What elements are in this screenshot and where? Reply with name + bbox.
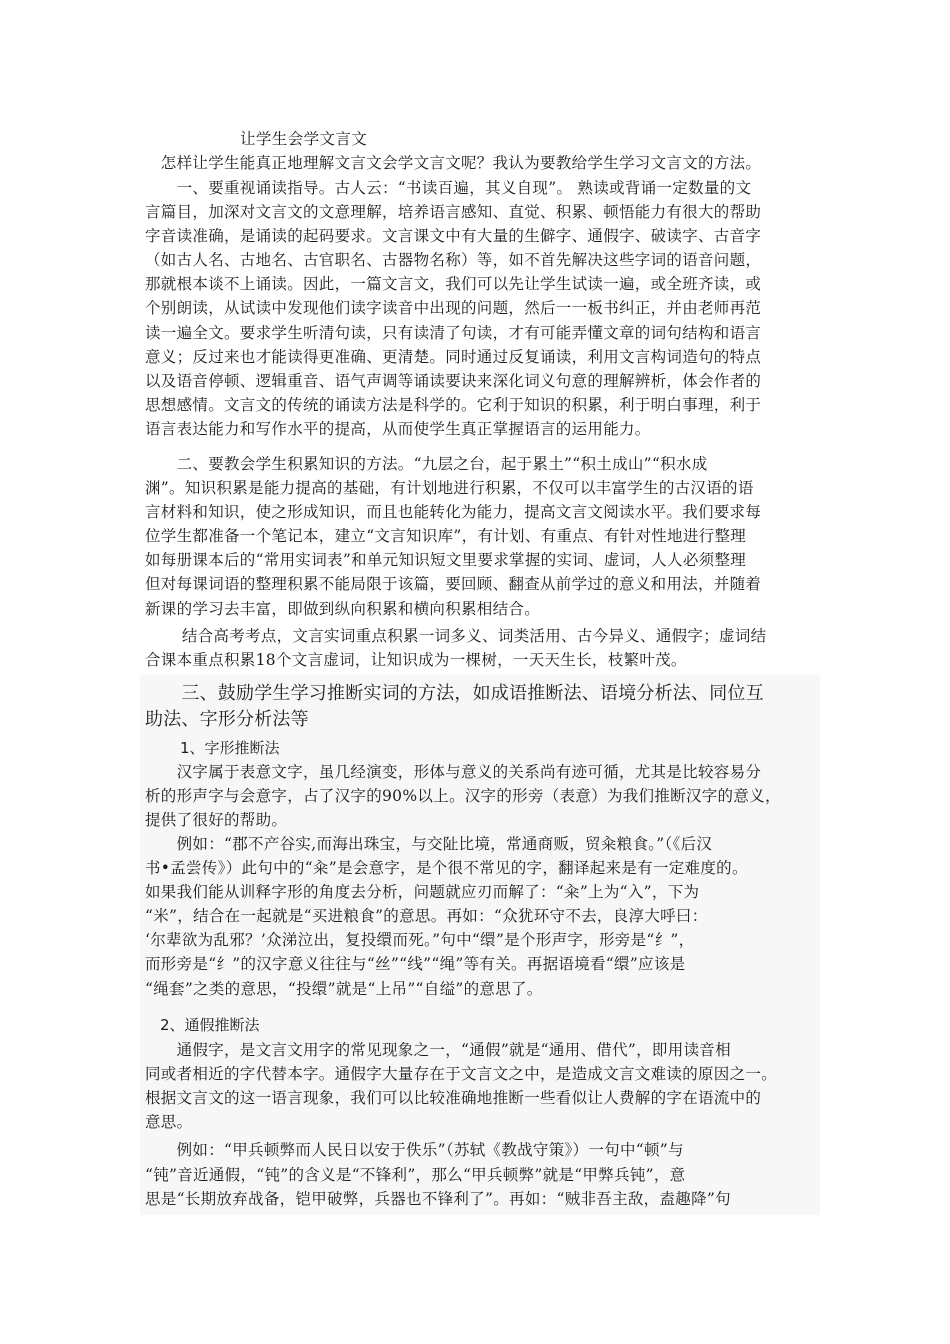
document-title: 让学生会学文言文 bbox=[240, 130, 368, 148]
text-line: 同或者相近的字代替本字。通假字大量存在于文言文之中，是造成文言文难读的原因之一。 bbox=[145, 1065, 778, 1083]
text-line: 例如：“甲兵顿弊而人民日以安于佚乐”（苏轼《教战守策》）一句中“顿”与 bbox=[145, 1141, 684, 1159]
text-line: 思想感情。文言文的传统的诵读方法是科学的。它利于知识的积累，利于明白事理，利于 bbox=[145, 395, 762, 414]
intro-line: 怎样让学生能真正地理解文言文会学文言文呢？我认为要教给学生学习文言文的方法。 bbox=[145, 154, 762, 172]
glyph-method-paragraph bbox=[145, 761, 810, 832]
text-line: （如古人名、古地名、古官职名、古器物名称）等，如不首先解决这些字词的语音问题， bbox=[145, 251, 762, 270]
text-line: “米”，结合在一起就是“买进粮食”的意思。再如：“众犹环守不去，良淳大呼曰： bbox=[145, 907, 708, 926]
heading-line: 助法、字形分析法等 bbox=[145, 709, 309, 730]
text-line: 通假字，是文言文用字的常见现象之一，“通假”就是“通用、借代”，即用读音相 bbox=[145, 1041, 731, 1059]
text-line: 个别朗读，从试读中发现他们读字读音中出现的问题，然后一一板书纠正，并由老师再范 bbox=[145, 299, 762, 318]
text-line: 根据文言文的这一语言现象，我们可以比较准确地推断一些看似让人费解的字在语流中的 bbox=[145, 1089, 762, 1107]
text-line: 析的形声字与会意字，占了汉字的90%以上。汉字的形旁（表意）为我们推断汉字的意义， bbox=[145, 786, 781, 805]
section2-extra-paragraph bbox=[145, 624, 810, 672]
section1-paragraph bbox=[145, 176, 810, 441]
heading-line: 三、鼓励学生学习推断实词的方法，如成语推断法、语境分析法、同位互 bbox=[145, 683, 764, 704]
text-line: 字音读准确，是诵读的起码要求。文言课文中有大量的生僻字、通假字、破读字、古音字 bbox=[145, 227, 762, 246]
text-line: 思是“长期放弃战备，铠甲破弊，兵器也不锋利了”。再如：“贼非吾主敌，盍趣降”句 bbox=[145, 1190, 731, 1208]
text-line: 如每册课本后的“常用实词表”和单元知识短文里要求掌握的实词、虚词，人人必须整理 bbox=[145, 551, 747, 570]
loan-method-paragraph bbox=[145, 1038, 810, 1134]
text-line: “钝”音近通假，“钝”的含义是“不锋利”，那么“甲兵顿弊”就是“甲弊兵钝”，意 bbox=[145, 1165, 686, 1184]
text-line: 如果我们能从训释字形的角度去分析，问题就应刃而解了：“籴”上为“入”，下为 bbox=[145, 883, 700, 902]
text-line: 意思。 bbox=[145, 1113, 193, 1131]
text-line: 书•孟尝传》）此句中的“籴”是会意字，是个很不常见的字，翻译起来是有一定难度的。 bbox=[145, 859, 748, 878]
subheading-glyph-method: 1、字形推断法 bbox=[180, 739, 280, 757]
subheading-loan-method: 2、通假推断法 bbox=[160, 1016, 260, 1034]
text-line: 读一遍全文。要求学生听清句读，只有读清了句读，才有可能弄懂文章的词句结构和语言 bbox=[145, 323, 762, 342]
text-line: 渊”。知识积累是能力提高的基础，有计划地进行积累，不仅可以丰富学生的古汉语的语 bbox=[145, 479, 754, 498]
text-line: 位学生都准备一个笔记本，建立“文言知识库”，有计划、有重点、有针对性地进行整理 bbox=[145, 527, 747, 546]
intro-paragraph bbox=[145, 151, 810, 175]
text-line: 言材料和知识，使之形成知识，而且也能转化为能力，提高文言文阅读水平。我们要求每 bbox=[145, 503, 762, 522]
text-line: 意义；反过来也才能读得更准确、更清楚。同时通过反复诵读，利用文言构词造句的特点 bbox=[145, 347, 762, 366]
text-line: “绳套”之类的意思，“投缳”就是“上吊”“自缢”的意思了。 bbox=[145, 979, 543, 998]
text-line: 言篇目，加深对文言文的文意理解，培养语言感知、直觉、积累、顿悟能力有很大的帮助 bbox=[145, 203, 762, 222]
text-line: 二、要教会学生积累知识的方法。“九层之台，起于累土”“积土成山”“积水成 bbox=[145, 455, 708, 473]
text-line: ‘尔辈欲为乱邪？’众涕泣出，复投缳而死。”句中“缳”是个形声字，形旁是“纟”， bbox=[145, 931, 695, 950]
text-line: 例如：“郡不产谷实,而海出珠宝，与交阯比境，常通商贩，贸籴粮食。”（《后汉 bbox=[145, 835, 713, 853]
text-line: 新课的学习去丰富，即做到纵向积累和横向积累相结合。 bbox=[145, 599, 541, 618]
text-line: 汉字属于表意文字，虽几经演变，形体与意义的关系尚有迹可循，尤其是比较容易分 bbox=[145, 763, 762, 781]
text-line: 合课本重点积累18个文言虚词，让知识成为一棵树，一天天生长，枝繁叶茂。 bbox=[145, 651, 687, 670]
text-line: 以及语音停顿、逻辑重音、语气声调等诵读要诀来深化词义句意的理解辨析，体会作者的 bbox=[145, 371, 762, 390]
text-line: 但对每课词语的整理积累不能局限于该篇，要回顾、翻查从前学过的意义和用法，并随着 bbox=[145, 575, 762, 594]
text-line: 结合高考考点，文言实词重点积累一词多义、词类活用、古今异义、通假字；虚词结 bbox=[145, 627, 767, 645]
text-line: 语言表达能力和写作水平的提高，从而使学生真正掌握语言的运用能力。 bbox=[145, 419, 651, 438]
text-line: 提供了很好的帮助。 bbox=[145, 810, 288, 829]
glyph-method-example bbox=[145, 832, 810, 1001]
text-line: 那就根本谈不上诵读。因此，一篇文言文，我们可以先让学生试读一遍，或全班齐读，或 bbox=[145, 275, 762, 294]
text-line: 而形旁是“纟”的汉字意义往往与“丝”“线”“绳”等有关。再据语境看“缳”应该是 bbox=[145, 955, 686, 974]
section3-heading bbox=[145, 681, 815, 733]
section2-paragraph bbox=[145, 452, 810, 621]
text-line: 一、要重视诵读指导。古人云：“书读百遍，其义自现”。 熟读或背诵一定数量的文 bbox=[145, 179, 752, 197]
loan-method-example bbox=[145, 1138, 810, 1212]
